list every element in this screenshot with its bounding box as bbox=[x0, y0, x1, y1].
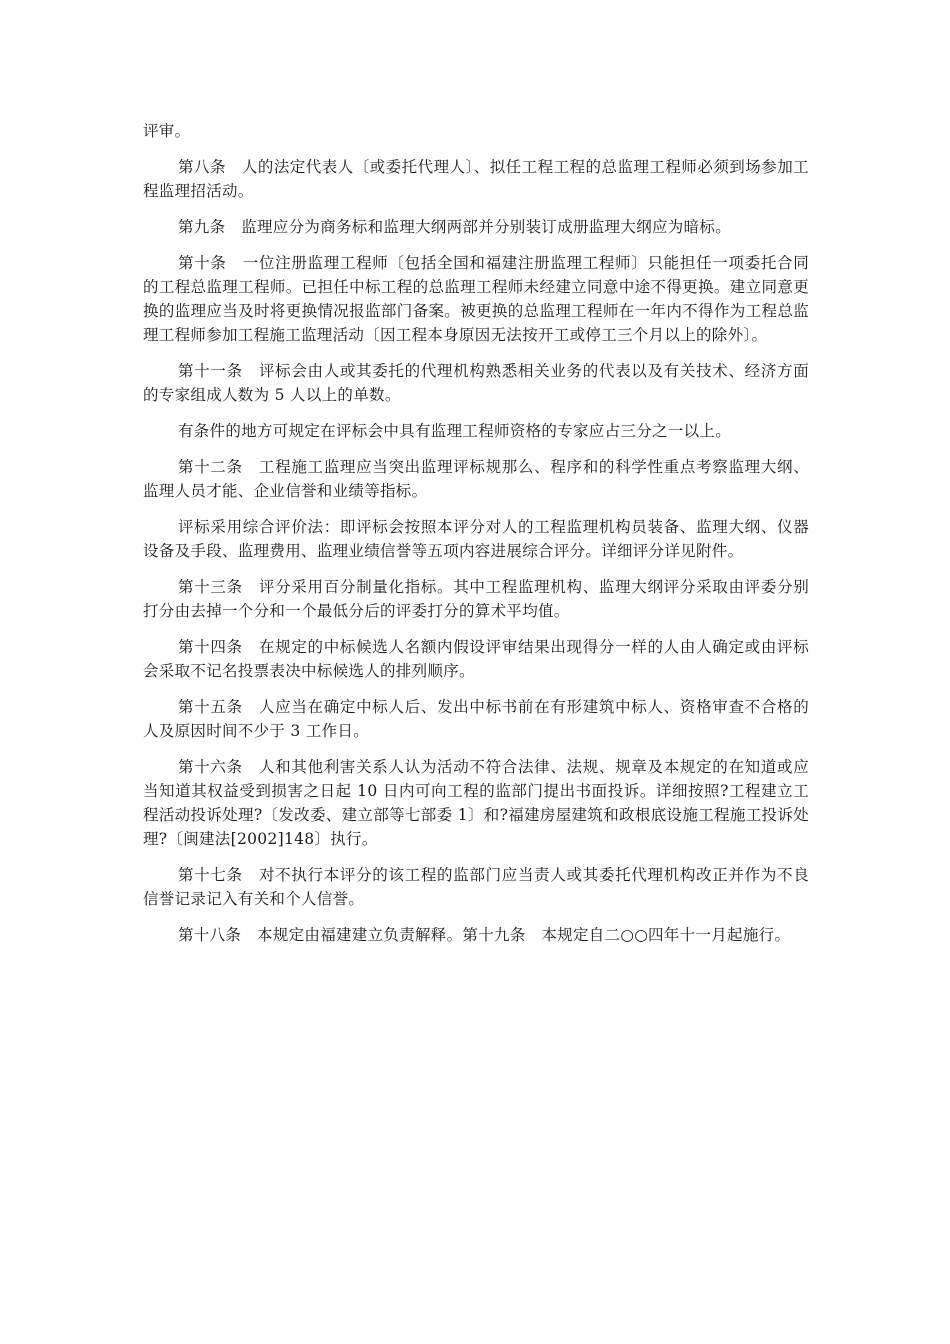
document-body bbox=[143, 119, 809, 959]
paragraph-article-12: 第十二条 工程施工监理应当突出监理评标规那么、程序和的科学性重点考察监理大纲、监理人员才能、企业信誉和业绩等指标。 bbox=[143, 458, 809, 500]
paragraph-article-17: 第十七条 对不执行本评分的该工程的监部门应当责人或其委托代理机构改正并作为不良信誉记录记入有关和个人信誉。 bbox=[143, 866, 809, 908]
paragraph-article-11: 第十一条 评标会由人或其委托的代理机构熟悉相关业务的代表以及有关技术、经济方面的专家组成人数为 5 人以上的单数。 bbox=[143, 362, 809, 404]
paragraph-article-14: 第十四条 在规定的中标候选人名额内假设评审结果出现得分一样的人由人确定或由评标会采取不记名投票表决中标候选人的排列顺序。 bbox=[143, 638, 809, 680]
paragraph-evaluation-method: 评标采用综合评价法：即评标会按照本评分对人的工程监理机构员装备、监理大纲、仪器设备及手段、监理费用、监理业绩信誉等五项内容进展综合评分。详细评分详见附件。 bbox=[143, 518, 809, 560]
paragraph-article-13: 第十三条 评分采用百分制量化指标。其中工程监理机构、监理大纲评分采取由评委分别打分由去掉一个分和一个最低分后的评委打分的算术平均值。 bbox=[143, 578, 809, 620]
paragraph-article-10: 第十条 一位注册监理工程师〔包括全国和福建注册监理工程师〕只能担任一项委托合同的工程总监理工程师。已担任中标工程的总监理工程师未经建立同意中途不得更换。建立同意更换的监理应当及时将更换情况报监部门备案。被更换的总监理工程师在一年内不得作为工程总监理工程师参加工程施工监理活动〔因工程本身原因无法按开工或停工三个月以上的除外〕。 bbox=[143, 254, 809, 344]
paragraph-article-18-19: 第十八条 本规定由福建建立负责解释。第十九条 本规定自二○○四年十一月起施行。 bbox=[178, 926, 791, 944]
paragraph-expert-ratio: 有条件的地方可规定在评标会中具有监理工程师资格的专家应占三分之一以上。 bbox=[178, 422, 732, 440]
paragraph-article-16: 第十六条 人和其他利害关系人认为活动不符合法律、法规、规章及本规定的在知道或应当知道其权益受到损害之日起 10 日内可向工程的监部门提出书面投诉。详细按照?工程建立工程活动投诉处理?〔发改委、建立部等七部委 1〕和?福建房屋建筑和政根底设施工程施工投诉处理?〔闽建法[2002]148〕执行。 bbox=[143, 758, 809, 848]
paragraph-review-end: 评审。 bbox=[143, 122, 191, 140]
paragraph-article-8: 第八条 人的法定代表人〔或委托代理人〕、拟任工程工程的总监理工程师必须到场参加工程监理招活动。 bbox=[143, 158, 809, 200]
paragraph-article-15: 第十五条 人应当在确定中标人后、发出中标书前在有形建筑中标人、资格审查不合格的人及原因时间不少于 3 工作日。 bbox=[143, 698, 809, 740]
paragraph-article-9: 第九条 监理应分为商务标和监理大纲两部并分别装订成册监理大纲应为暗标。 bbox=[178, 218, 732, 236]
